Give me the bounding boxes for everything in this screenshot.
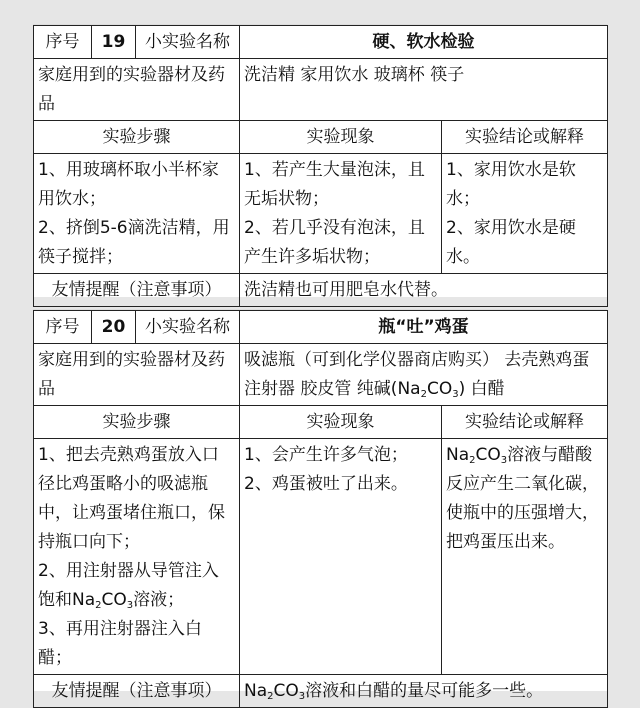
tip-text: Na	[244, 681, 268, 701]
phenomena-cell	[240, 439, 442, 675]
subscript: 3	[500, 455, 508, 466]
materials-text: CO	[426, 379, 453, 399]
step-text: 溶液；	[133, 590, 185, 610]
conclusion-item: 1、家用饮水是软水；	[446, 160, 576, 209]
header-conclusion: 实验结论或解释	[442, 121, 608, 154]
label-materials: 家庭用到的实验器材及药品	[34, 59, 240, 121]
materials: 洗洁精 家用饮水 玻璃杯 筷子	[240, 59, 608, 121]
subscript: 2	[95, 600, 102, 611]
experiment-card-20	[33, 309, 607, 702]
phenomenon-item: 1、会产生许多气泡；	[244, 445, 408, 465]
steps-cell	[34, 439, 240, 675]
header-conclusion: 实验结论或解释	[442, 406, 608, 439]
experiment-number: 19	[92, 26, 136, 59]
step-item: 3、再用注射器注入白醋；	[38, 619, 202, 668]
label-no: 序号	[34, 26, 92, 59]
experiment-table-20	[33, 310, 608, 708]
conclusion-text: Na	[446, 445, 470, 465]
step-item: 1、把去壳熟鸡蛋放入口径比鸡蛋略小的吸滤瓶中，让鸡蛋堵住瓶口，保持瓶口向下；	[38, 445, 225, 552]
phenomenon-item: 2、若几乎没有泡沫，且产生许多垢状物；	[244, 218, 425, 267]
subscript: 3	[126, 600, 134, 611]
subscript: 2	[469, 455, 476, 466]
label-tip: 友情提醒（注意事项）	[34, 274, 240, 307]
phenomenon-item: 2、鸡蛋被吐了出来。	[244, 474, 408, 494]
experiment-title: 硬、软水检验	[240, 26, 608, 59]
materials-text: ) 白醋	[458, 379, 505, 399]
step-item: 2、挤倒5-6滴洗洁精，用筷子搅拌；	[38, 218, 230, 267]
label-name: 小实验名称	[136, 26, 240, 59]
step-item: 1、用玻璃杯取小半杯家用饮水；	[38, 160, 219, 209]
experiment-title: 瓶“吐”鸡蛋	[240, 311, 608, 344]
header-steps: 实验步骤	[34, 406, 240, 439]
header-steps: 实验步骤	[34, 121, 240, 154]
experiment-card-19	[33, 24, 607, 300]
step-text: 2、用注射器从导管注入饱和Na	[38, 561, 219, 610]
conclusion-item: 2、家用饮水是硬水。	[446, 218, 576, 267]
header-phenomena: 实验现象	[240, 121, 442, 154]
header-phenomena: 实验现象	[240, 406, 442, 439]
materials	[240, 344, 608, 406]
phenomena-cell	[240, 154, 442, 274]
step-item	[38, 557, 235, 615]
tip-text: CO	[273, 681, 299, 701]
label-tip: 友情提醒（注意事项）	[34, 675, 240, 708]
tip: 洗洁精也可用肥皂水代替。	[240, 274, 608, 307]
subscript: 2	[420, 389, 427, 400]
conclusion-cell	[442, 154, 608, 274]
conclusion-cell	[442, 439, 608, 675]
subscript: 3	[452, 389, 459, 400]
materials-text: 吸滤瓶（可到化学仪器商店购买） 去壳熟鸡蛋 注射器 胶皮管 纯碱(Na	[244, 350, 590, 399]
conclusion-text: CO	[475, 445, 501, 465]
step-text: CO	[101, 590, 127, 610]
steps-cell	[34, 154, 240, 274]
label-name: 小实验名称	[136, 311, 240, 344]
label-materials: 家庭用到的实验器材及药品	[34, 344, 240, 406]
conclusion-text: 溶液与醋酸反应产生二氧化碳，使瓶中的压强增大，把鸡蛋压出来。	[446, 445, 599, 552]
experiment-number: 20	[92, 311, 136, 344]
label-no: 序号	[34, 311, 92, 344]
experiment-table-19	[33, 25, 608, 307]
subscript: 3	[298, 691, 306, 702]
tip-text: 溶液和白醋的量尽可能多一些。	[305, 681, 544, 701]
phenomenon-item: 1、若产生大量泡沫，且无垢状物；	[244, 160, 425, 209]
tip	[240, 675, 608, 708]
subscript: 2	[267, 691, 274, 702]
